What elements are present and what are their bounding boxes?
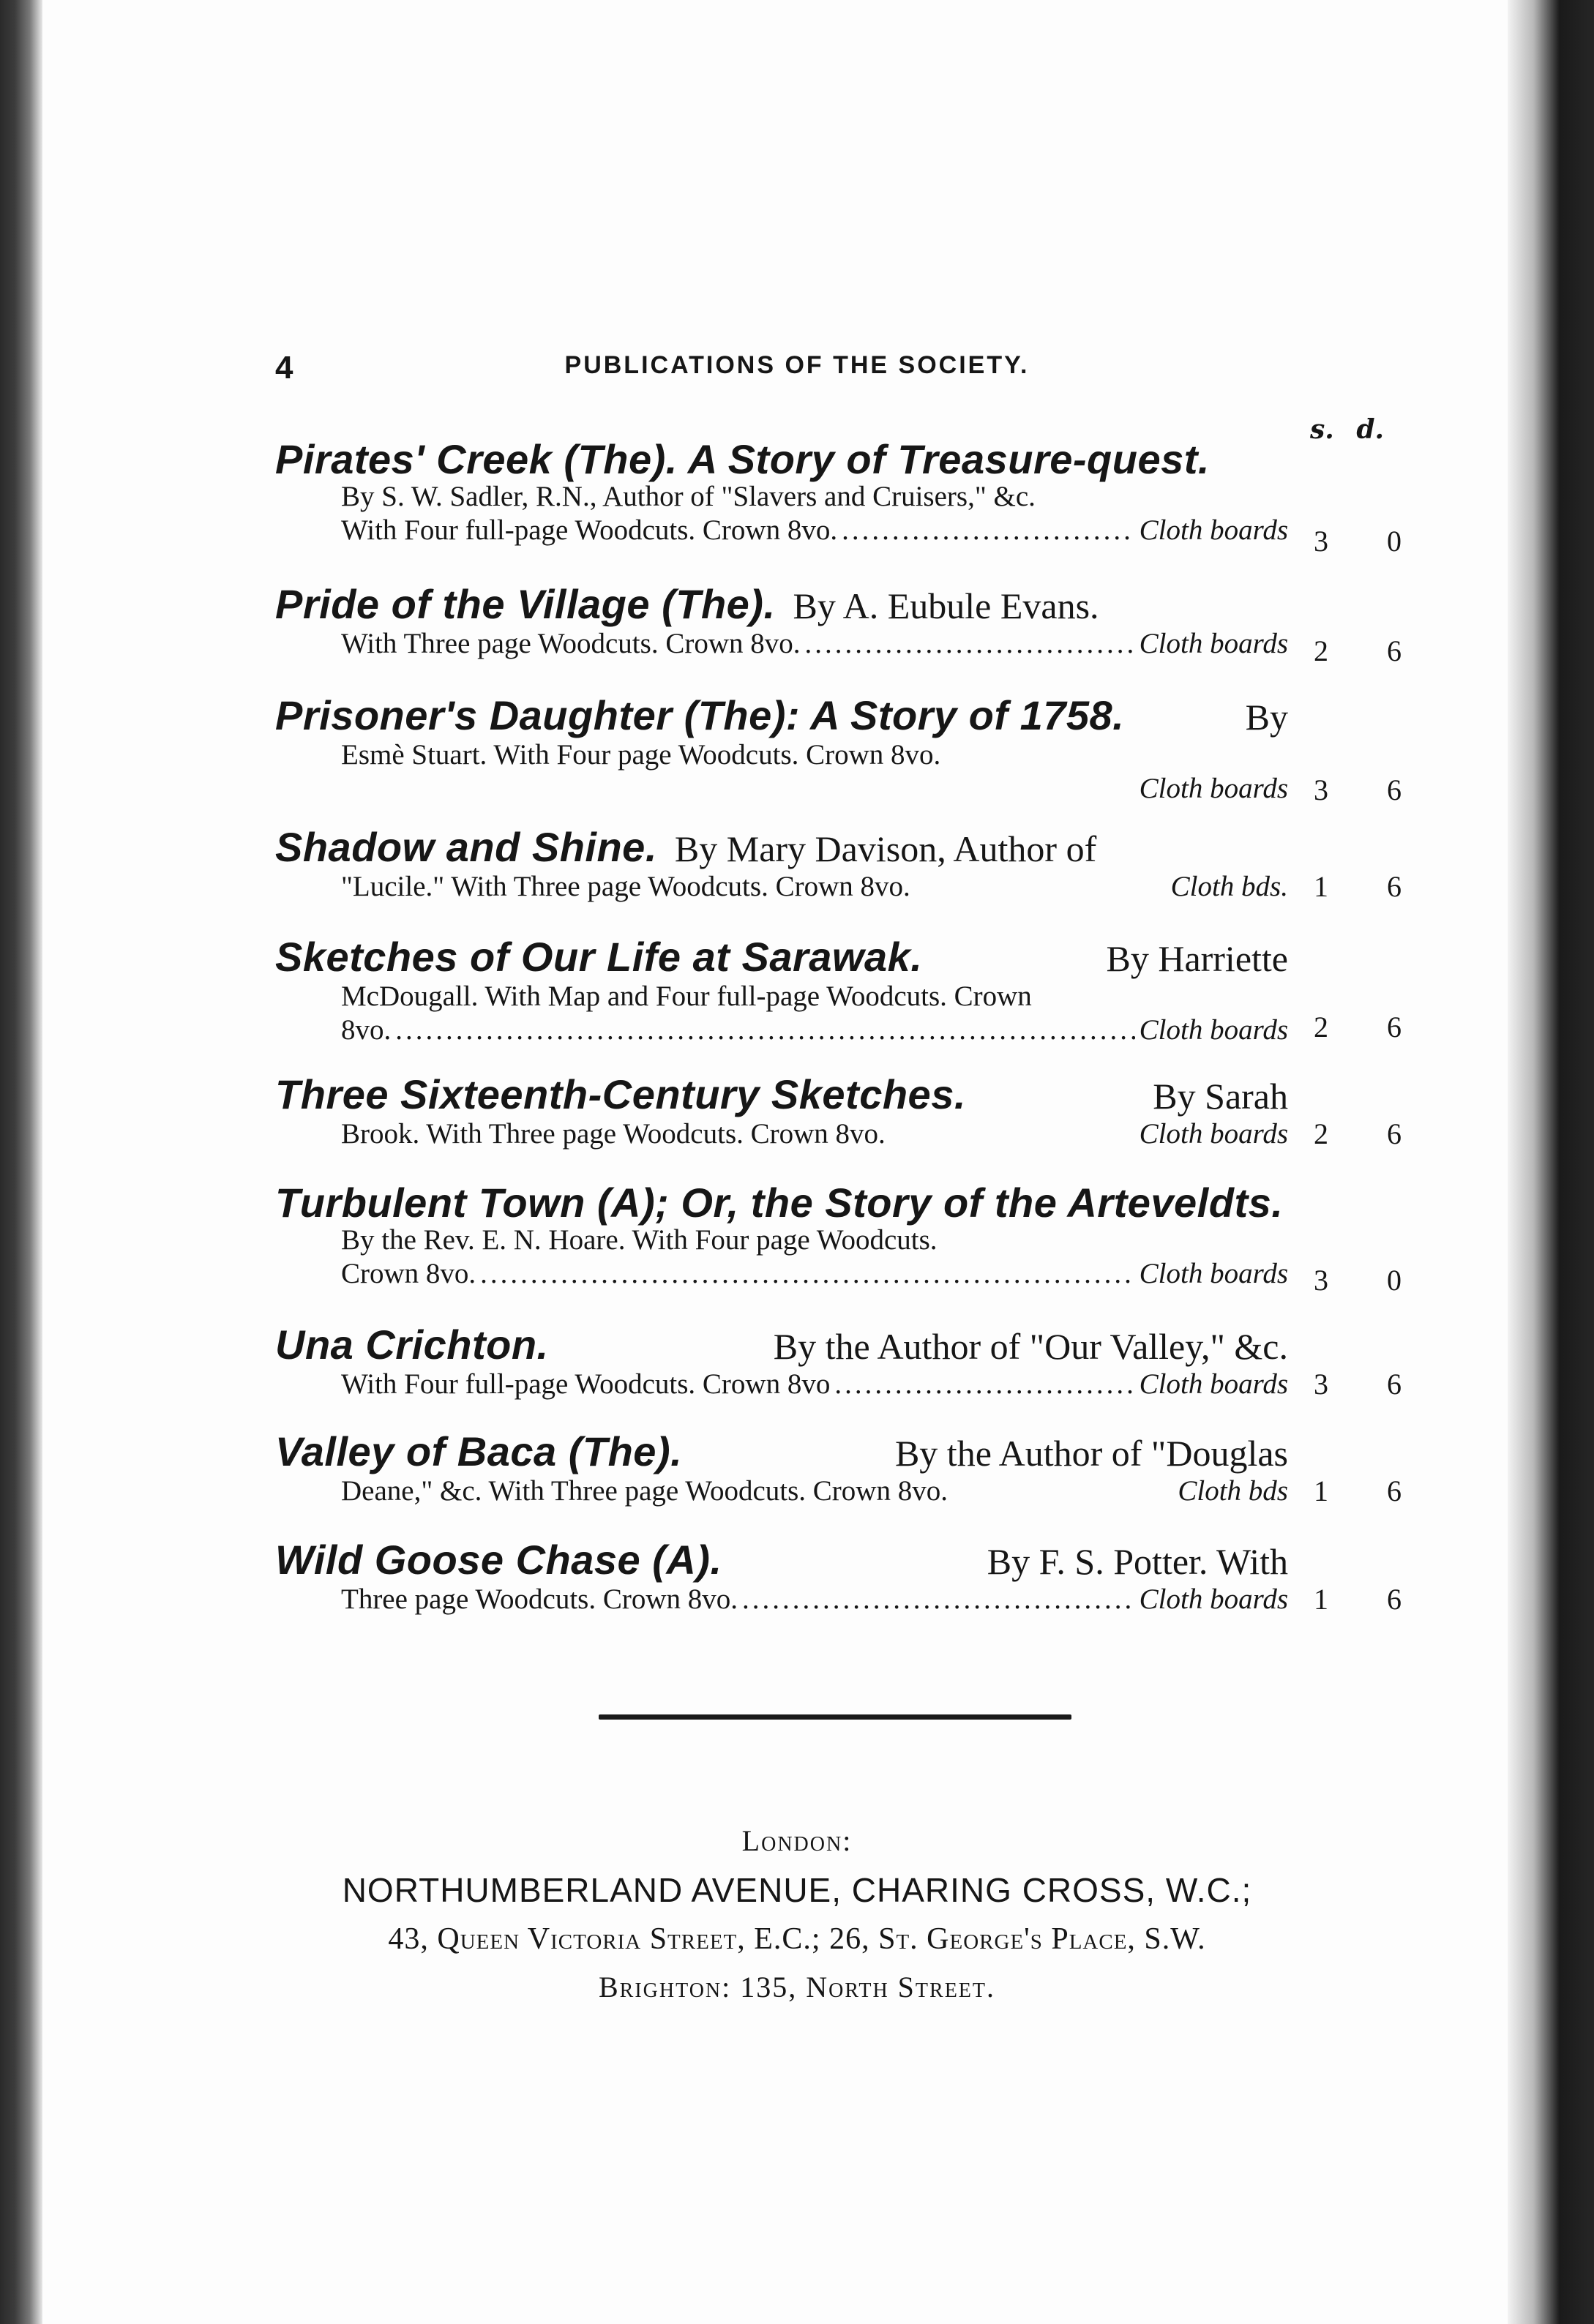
price-shillings: 3	[1314, 1368, 1328, 1401]
entry-detail-line	[275, 1257, 1288, 1291]
dot-leader	[842, 514, 1135, 547]
entry-description: With Three page Woodcuts. Crown 8vo.	[341, 628, 801, 659]
entry-title: Wild Goose Chase (A).	[275, 1537, 722, 1583]
entry-author: By A. Eubule Evans.	[793, 585, 1099, 626]
imprint-address-line: 43, Queen Victoria Street, E.C.; 26, St. George's Place, S.W.	[388, 1922, 1206, 1956]
catalogue-entry	[275, 581, 1288, 661]
entry-binding: Cloth bds	[1178, 1475, 1288, 1507]
price-pence: 6	[1387, 1474, 1402, 1507]
catalogue-entry	[275, 692, 1288, 806]
entry-detail-line: Esmè Stuart. With Four page Woodcuts. Crown 8vo.	[341, 739, 941, 771]
entry-detail-line	[275, 1583, 1288, 1616]
entry-description: With Four full-page Woodcuts. Crown 8vo.	[341, 514, 838, 547]
price-pence: 6	[1387, 1368, 1402, 1401]
price-shillings: 3	[1314, 1264, 1328, 1297]
entry-detail-line	[275, 1117, 1288, 1151]
dot-leader	[480, 1257, 1134, 1291]
entry-description: With Four full-page Woodcuts. Crown 8vo	[341, 1368, 831, 1400]
entry-price	[1314, 773, 1402, 807]
entry-price	[1314, 1263, 1402, 1297]
price-shillings: 1	[1314, 870, 1328, 903]
entry-title: Pirates' Creek (The). A Story of Treasure-quest.	[275, 436, 1210, 482]
entry-detail-line	[275, 627, 1288, 661]
entry-binding: Cloth boards	[1139, 514, 1288, 547]
entry-title: Turbulent Town (A); Or, the Story of the Arteveldts.	[275, 1180, 1284, 1226]
imprint-address-line: NORTHUMBERLAND AVENUE, CHARING CROSS, W.C.;	[342, 1871, 1252, 1909]
price-shillings: 2	[1314, 634, 1328, 667]
entry-title: Una Crichton.	[275, 1322, 549, 1368]
entry-detail-line	[275, 1368, 1288, 1401]
entry-description: Brook. With Three page Woodcuts. Crown 8vo.	[341, 1118, 886, 1150]
price-pence: 6	[1387, 1117, 1402, 1150]
section-rule	[599, 1714, 1071, 1720]
page-number: 4	[275, 350, 293, 386]
entry-binding: Cloth boards	[1139, 1368, 1288, 1400]
entry-author: By	[1245, 697, 1288, 738]
price-pence: 0	[1387, 1264, 1402, 1297]
dot-leader	[805, 627, 1135, 661]
price-shillings: 1	[1314, 1474, 1328, 1507]
catalogue-entry	[275, 934, 1288, 1047]
entry-detail-line: By S. W. Sadler, R.N., Author of "Slavers and Cruisers," &c.	[341, 481, 1036, 512]
entry-author: By Mary Davison, Author of	[674, 828, 1097, 869]
price-pence: 6	[1387, 870, 1402, 903]
entry-detail-line	[275, 870, 1288, 904]
entry-detail-line	[275, 514, 1288, 547]
entry-price	[1314, 1582, 1402, 1616]
catalogue-entry	[275, 1182, 1288, 1291]
price-column-head: s. d.	[1310, 414, 1385, 445]
entry-binding: Cloth boards	[1139, 1014, 1288, 1046]
entry-description: Three page Woodcuts. Crown 8vo.	[341, 1583, 738, 1615]
catalogue-entry	[275, 1428, 1288, 1508]
dot-leader	[834, 1368, 1134, 1401]
catalogue-entry	[275, 436, 1288, 547]
entry-description: "Lucile." With Three page Woodcuts. Crown 8vo.	[341, 871, 910, 902]
price-pence: 6	[1387, 1011, 1402, 1043]
entry-description: Crown 8vo.	[341, 1258, 476, 1290]
entry-author: By F. S. Potter. With	[987, 1541, 1288, 1582]
entry-title: Shadow and Shine.	[275, 824, 657, 870]
entry-title: Sketches of Our Life at Sarawak.	[275, 934, 923, 980]
entry-binding: Cloth boards	[1139, 628, 1288, 659]
entry-detail-line	[275, 1013, 1288, 1047]
running-head: PUBLICATIONS OF THE SOCIETY.	[564, 351, 1030, 379]
entry-author: By Harriette	[1106, 938, 1288, 979]
entry-detail-line	[275, 1474, 1288, 1508]
entry-detail-line: McDougall. With Map and Four full-page Woodcuts. Crown	[341, 981, 1032, 1012]
entry-price	[1314, 1117, 1402, 1151]
price-pence: 6	[1387, 1583, 1402, 1616]
price-shillings: 2	[1314, 1011, 1328, 1043]
entry-author: By the Author of "Our Valley," &c.	[773, 1326, 1288, 1367]
entry-title: Three Sixteenth-Century Sketches.	[275, 1071, 966, 1117]
entry-price	[1314, 1367, 1402, 1401]
entry-price	[1314, 524, 1402, 558]
entry-price	[1314, 869, 1402, 904]
entry-price	[1314, 1010, 1402, 1044]
entry-binding: Cloth bds.	[1170, 871, 1288, 902]
entry-description: Deane," &c. With Three page Woodcuts. Crown 8vo.	[341, 1475, 948, 1507]
catalogue-entry	[275, 1537, 1288, 1616]
price-pence: 0	[1387, 525, 1402, 558]
catalogue-entry	[275, 1071, 1288, 1151]
price-shillings: 2	[1314, 1117, 1328, 1150]
entry-title: Pride of the Village (The).	[275, 581, 776, 627]
entry-title: Prisoner's Daughter (The): A Story of 1758.	[275, 692, 1125, 738]
price-shillings: 3	[1314, 773, 1328, 806]
price-pence: 6	[1387, 634, 1402, 667]
imprint-city: London:	[741, 1824, 853, 1857]
entry-binding: Cloth boards	[1139, 1583, 1288, 1615]
imprint-address-line: Brighton: 135, North Street.	[598, 1971, 996, 2003]
price-shillings: 1	[1314, 1583, 1328, 1616]
entry-author: By the Author of "Douglas	[894, 1433, 1288, 1474]
entry-author: By Sarah	[1153, 1076, 1288, 1117]
price-pence: 6	[1387, 773, 1402, 806]
entry-price	[1314, 1474, 1402, 1508]
catalogue-entry	[275, 824, 1288, 904]
catalogue-entry	[275, 1324, 1288, 1401]
dot-leader	[742, 1583, 1135, 1616]
entry-binding: Cloth boards	[1139, 1258, 1288, 1290]
price-shillings: 3	[1314, 525, 1328, 558]
entry-price	[1314, 634, 1402, 668]
dot-leader	[395, 1013, 1134, 1047]
entry-title: Valley of Baca (The).	[275, 1428, 683, 1474]
entry-binding: Cloth boards	[1139, 1118, 1288, 1150]
entry-detail-line: By the Rev. E. N. Hoare. With Four page Woodcuts.	[341, 1224, 938, 1256]
entry-binding: Cloth boards	[1139, 773, 1288, 805]
entry-description: 8vo.	[341, 1014, 392, 1046]
